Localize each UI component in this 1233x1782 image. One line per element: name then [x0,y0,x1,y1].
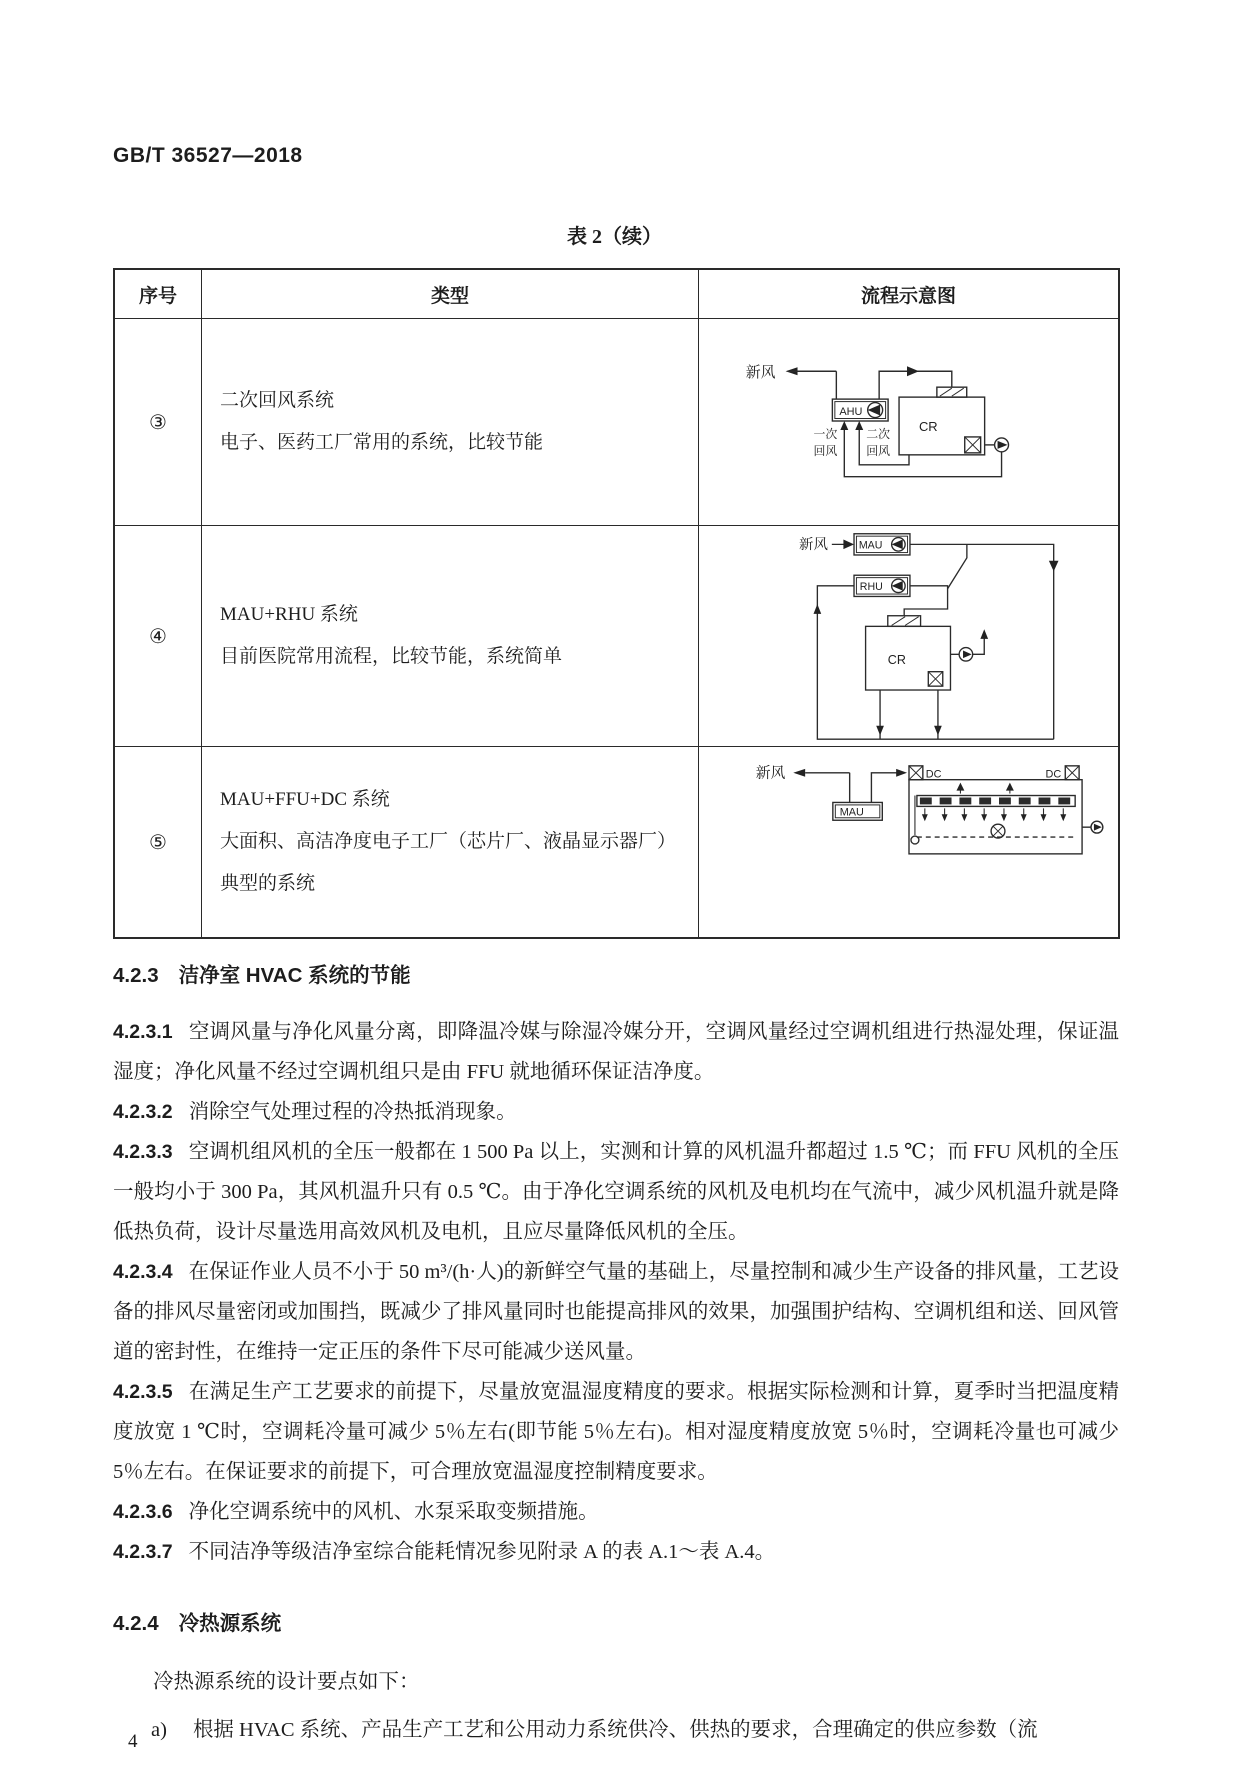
arrow-down-icon [934,726,942,736]
paragraph-4-2-3-4 [113,1252,1119,1372]
arrow-right-icon [907,366,919,376]
exhaust-fan-icon [994,438,1008,452]
mau-label: MAU [839,806,864,819]
table-header-row [115,270,1118,318]
ahu-label: AHU [838,406,862,419]
arrow-up-icon [980,629,988,639]
section-title: 洁净室 HVAC 系统的节能 [178,964,411,987]
paragraph-4-2-3-5 [113,1372,1119,1492]
arrow-left-icon [793,769,805,777]
system-name: 二次回风系统 [220,390,335,411]
airflow-up-arrows [956,783,1013,794]
paragraph-4-2-3-6 [113,1492,1119,1532]
section-424-intro: 冷热源系统的设计要点如下： [153,1671,420,1693]
fresh-air-label: 新风 [798,537,828,554]
clause-text: 空调风量与净化风量分离，即降温冷媒与除湿冷媒分开，空调风量经过空调机组进行热湿处理，保证温湿度；净化风量不经过空调机组只是由 FFU 就地循环保证洁净度。 [113,1021,1119,1083]
arrow-down-icon [876,726,884,736]
paragraph-4-2-3-1 [113,1012,1119,1092]
fresh-air-label: 新风 [745,365,776,382]
damper-icon [964,437,980,453]
list-item-text: 根据 HVAC 系统、产品生产工艺和公用动力系统供冷、供热的要求，合理确定的供应参数（流 [192,1719,1038,1741]
clause-number: 4.2.3.3 [113,1141,173,1163]
cleanroom-label: CR [887,652,906,667]
system-desc: 大面积、高洁净度电子工厂（芯片厂、液晶显示器厂）典型的系统 [220,831,677,894]
column-header-no: 序号 [115,270,202,318]
clause-number: 4.2.3.7 [113,1541,173,1563]
paragraph-4-2-3-2 [113,1092,1119,1132]
clause-text: 空调机组风机的全压一般都在 1 500 Pa 以上，实测和计算的风机温升都超过 1.5 ℃；而 FFU 风机的全压一般均小于 300 Pa，其风机温升只有 0.5 ℃。由于净化空调系统的风机及电机均在气流中，减少风机温升就是降低热负荷，设计尽量选用高效风机及电机，且应尽量降低风机的全压。 [113,1141,1119,1243]
system-name: MAU+RHU 系统 [220,604,358,625]
arrow-up-icon [813,604,821,614]
table-row [115,318,1118,525]
clause-text: 不同洁净等级洁净室综合能耗情况参见附录 A 的表 A.1～表 A.4。 [188,1541,776,1563]
primary-return-label: 一次 [812,426,837,441]
section-number: 4.2.4 [113,1612,159,1635]
table-row [115,746,1118,937]
ffu-row-icon [916,796,1074,807]
system-name: MAU+FFU+DC 系统 [220,789,390,810]
arrow-down-icon [1048,561,1058,572]
filter-icon [887,616,920,627]
fresh-air-label: 新风 [755,765,785,782]
table-2-continued [113,268,1120,939]
arrow-up-icon [855,421,863,430]
diagram-mau-rhu-system [700,527,1118,745]
arrow-up-icon [840,421,848,430]
list-item-a [113,1710,1119,1750]
clause-number: 4.2.3.1 [113,1021,173,1043]
exhaust-fan-icon [959,648,973,662]
secondary-return-label: 回风 [865,443,890,458]
dry-coil-label: DC [925,768,942,781]
fan-icon [891,579,905,593]
mau-label: MAU [858,539,882,552]
section-title: 冷热源系统 [178,1612,282,1635]
diagram-mau-ffu-dc-system [700,752,1118,932]
paragraph-4-2-3-3 [113,1132,1119,1252]
exhaust-fan-icon [1090,821,1102,833]
row-number: ④ [115,526,202,746]
document-number: GB/T 36527—2018 [113,144,303,167]
recirculation-fan-icon [991,824,1005,838]
damper-icon [1065,766,1079,780]
body-text [113,958,1119,1750]
system-desc: 目前医院常用流程，比较节能，系统简单 [220,646,563,667]
system-desc: 电子、医药工厂常用的系统，比较节能 [220,432,544,453]
column-header-type: 类型 [202,270,699,318]
row-type-cell [202,526,699,746]
arrow-right-icon [896,769,907,777]
damper-icon [909,766,923,780]
fan-icon [891,538,905,552]
paragraph-4-2-3-7 [113,1532,1119,1572]
row-number: ⑤ [115,747,202,937]
clause-number: 4.2.3.4 [113,1261,173,1283]
row-diagram-cell [699,319,1118,525]
page-number: 4 [128,1731,138,1752]
damper-icon [928,672,942,686]
section-heading-424 [113,1606,1119,1636]
clause-text: 消除空气处理过程的冷热抵消现象。 [188,1101,517,1123]
clause-number: 4.2.3.6 [113,1501,173,1523]
table-title: 表 2（续） [567,226,662,248]
row-diagram-cell [699,526,1118,746]
clause-text: 净化空调系统中的风机、水泵采取变频措施。 [188,1501,599,1523]
list-marker: a) [151,1719,167,1741]
rhu-label: RHU [859,581,883,594]
primary-return-label: 回风 [812,443,837,458]
fan-icon [867,403,882,418]
diagram-secondary-return-system [700,322,1118,522]
clause-text: 在满足生产工艺要求的前提下，尽量放宽温湿度精度的要求。根据实际检测和计算，夏季时当把温度精度放宽 1 ℃时，空调耗冷量可减少 5％左右(即节能 5％左右)。相对湿度精度放宽 5％时，空调耗冷量也可减少 5％左右。在保证要求的前提下，可合理放宽温湿度控制精度要求。 [113,1381,1119,1483]
clause-number: 4.2.3.2 [113,1101,173,1123]
cleanroom-label: CR [918,418,938,434]
filter-icon [936,387,966,397]
section-heading-423 [113,958,1119,988]
row-number: ③ [115,319,202,525]
row-type-cell [202,747,699,937]
dry-coil-label: DC [1044,768,1061,781]
cleanroom-outline [909,780,1082,854]
airflow-down-arrows [921,808,1065,821]
section-number: 4.2.3 [113,964,159,987]
column-header-diagram: 流程示意图 [860,285,956,307]
secondary-return-label: 二次 [865,426,890,441]
row-diagram-cell [699,747,1118,937]
row-type-cell [202,319,699,525]
clause-number: 4.2.3.5 [113,1381,173,1403]
wheel-icon [910,836,918,844]
clause-text: 在保证作业人员不小于 50 m³/(h·人)的新鲜空气量的基础上，尽量控制和减少生产设备的排风量，工艺设备的排风尽量密闭或加围挡，既减少了排风量同时也能提高排风的效果，加强围护结构、空调机组和送、回风管道的密封性，在维持一定正压的条件下尽可能减少送风量。 [113,1261,1119,1363]
arrow-right-icon [843,540,854,550]
table-row [115,525,1118,746]
